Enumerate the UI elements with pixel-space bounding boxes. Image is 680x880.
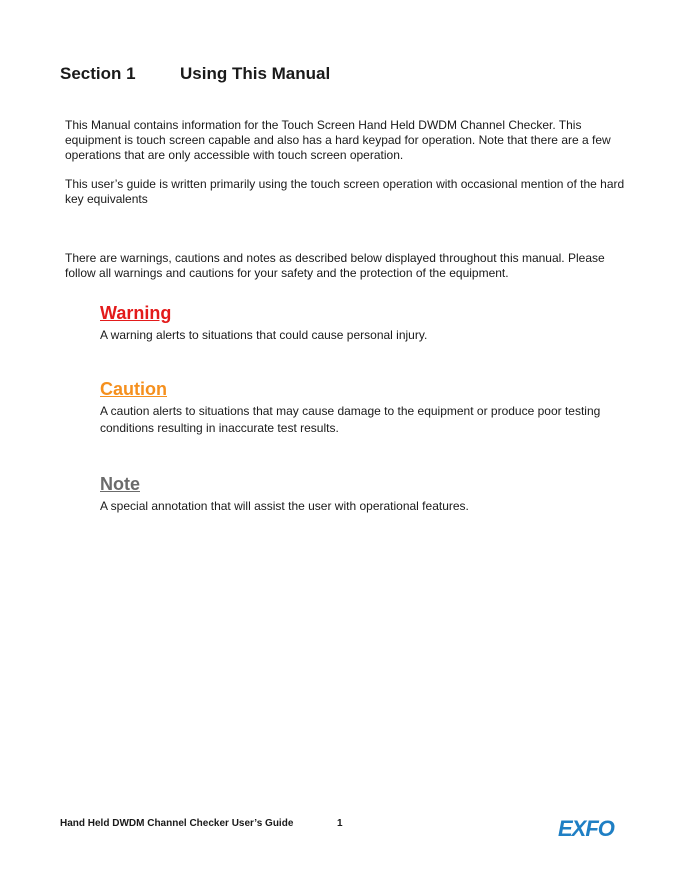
note-description: A special annotation that will assist the user with operational features. <box>100 499 469 513</box>
note-heading: Note <box>100 474 140 494</box>
warning-description: A warning alerts to situations that could cause personal injury. <box>100 328 428 342</box>
exfo-logo: EXFO <box>558 816 614 841</box>
caution-description: A caution alerts to situations that may cause damage to the equipment or produce poor testing conditions resulting in inaccurate test results. <box>100 404 601 435</box>
caution-notice <box>100 379 620 437</box>
warning-notice <box>100 303 620 344</box>
page-footer <box>60 818 343 829</box>
intro-paragraph: This user’s guide is written primarily using the touch screen operation with occasional mention of the hard key equivalents <box>65 177 625 206</box>
page-number: 1 <box>337 818 343 829</box>
section-title: Using This Manual <box>180 64 331 83</box>
notice-intro-paragraph: There are warnings, cautions and notes as described below displayed throughout this manual. Please follow all warnings and cautions for your safety and the protection of the equipment. <box>65 251 605 280</box>
footer-guide-title: Hand Held DWDM Channel Checker User’s Guide <box>60 818 294 829</box>
intro-paragraph: This Manual contains information for the Touch Screen Hand Held DWDM Channel Checker. This equipment is touch screen capable and also has a hard keypad for operation. Note that there are a few operations that are only accessible with touch screen operation. <box>65 118 611 162</box>
section-number: Section 1 <box>60 64 136 83</box>
note-notice <box>100 474 620 515</box>
warning-heading: Warning <box>100 303 172 323</box>
page-heading <box>60 64 331 84</box>
caution-heading: Caution <box>100 379 167 399</box>
